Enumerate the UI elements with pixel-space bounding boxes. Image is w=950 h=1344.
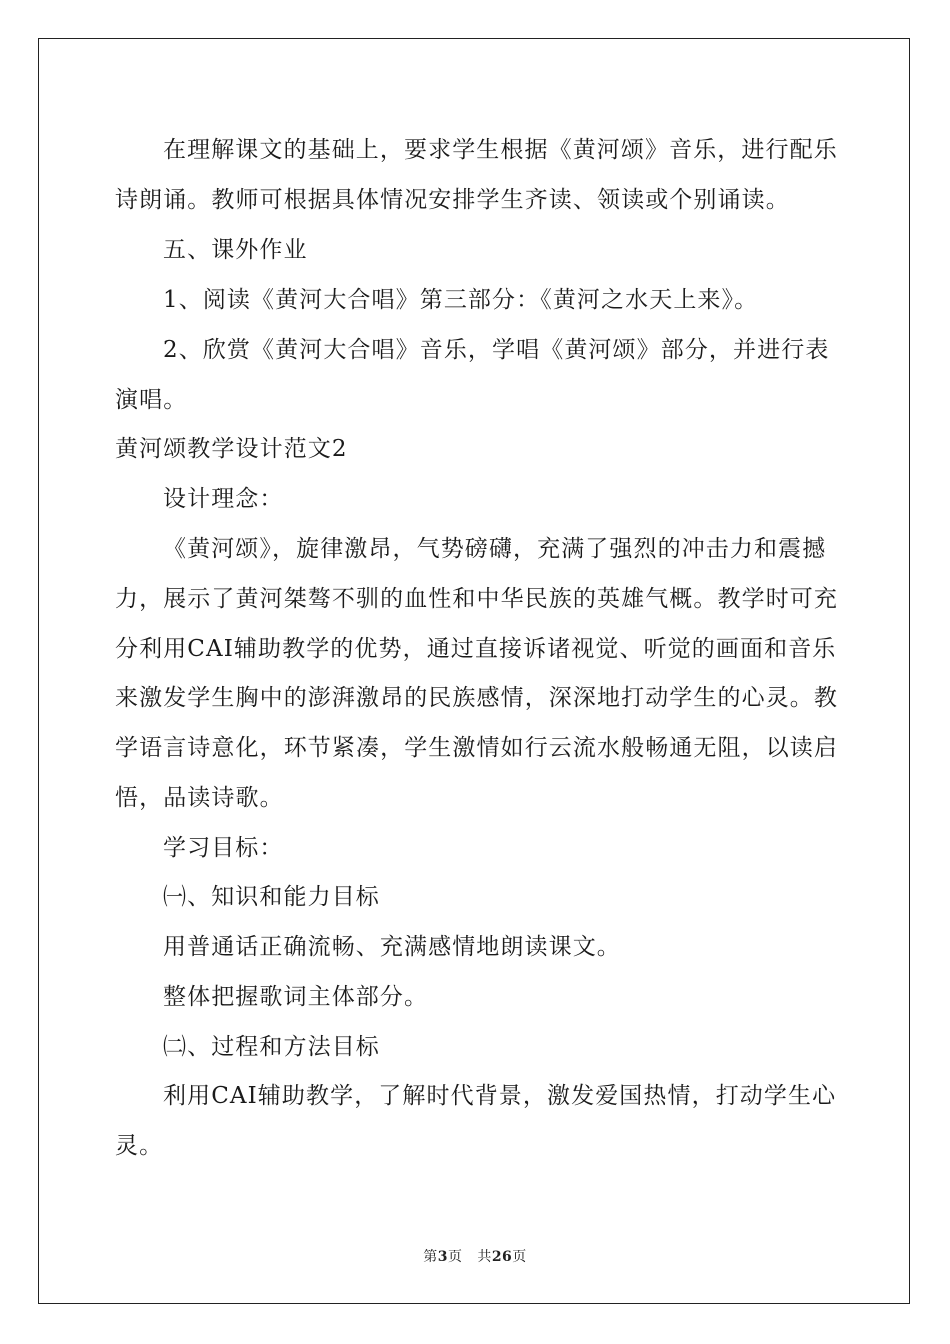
list-item: 1、阅读《黄河大合唱》第三部分：《黄河之水天上来》。 (163, 287, 759, 313)
page-border (38, 38, 910, 1304)
page-suffix: 页 (447, 1249, 463, 1265)
paragraph-line: 分利用CAI辅助教学的优势，通过直接诉诸视觉、听觉的画面和音乐 (115, 636, 837, 662)
subsection-heading: ㈡、过程和方法目标 (163, 1034, 380, 1060)
paragraph-line: 诗朗诵。教师可根据具体情况安排学生齐读、领读或个别诵读。 (115, 187, 790, 213)
paragraph-line: 用普通话正确流畅、充满感情地朗读课文。 (163, 934, 621, 960)
paragraph-line: 来激发学生胸中的澎湃激昂的民族感情，深深地打动学生的心灵。教 (115, 685, 838, 711)
total-pages: 26 (491, 1249, 513, 1265)
list-item: 2、欣赏《黄河大合唱》音乐，学唱《黄河颂》部分，并进行表 (163, 337, 830, 363)
paragraph-line: 灵。 (115, 1133, 164, 1159)
section-heading: 学习目标： (163, 835, 284, 861)
page-prefix: 第 (423, 1249, 438, 1265)
total-suffix: 页 (512, 1249, 527, 1265)
section-heading: 五、课外作业 (163, 237, 308, 263)
paragraph-line: 演唱。 (115, 387, 188, 413)
paragraph-line: 《黄河颂》，旋律激昂，气势磅礴，充满了强烈的冲击力和震撼 (163, 536, 827, 562)
section-heading: 设计理念： (163, 486, 284, 512)
paragraph-line: 力，展示了黄河桀骜不驯的血性和中华民族的英雄气概。教学时可充 (115, 586, 838, 612)
paragraph-line: 悟，品读诗歌。 (115, 785, 284, 811)
paragraph-line: 利用CAI辅助教学，了解时代背景，激发爱国热情，打动学生心 (163, 1083, 837, 1109)
page-number: 3 (437, 1249, 448, 1265)
paragraph-line: 在理解课文的基础上，要求学生根据《黄河颂》音乐，进行配乐 (163, 137, 838, 163)
paragraph-line: 整体把握歌词主体部分。 (163, 984, 429, 1010)
paragraph-line: 学语言诗意化，环节紧凑，学生激情如行云流水般畅通无阻，以读启 (115, 735, 838, 761)
subsection-heading: ㈠、知识和能力目标 (163, 884, 380, 910)
page-footer (0, 1246, 950, 1266)
document-title: 黄河颂教学设计范文2 (115, 436, 348, 462)
total-prefix: 共 (477, 1249, 492, 1265)
